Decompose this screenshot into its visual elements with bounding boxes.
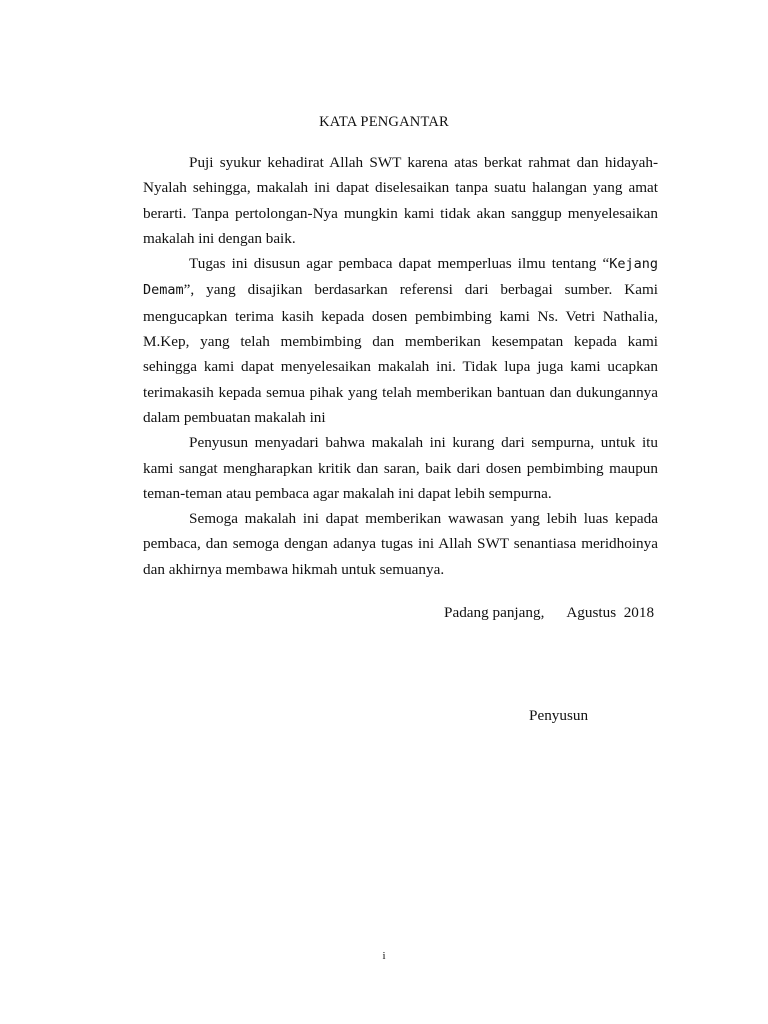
paragraph-2-end: ”, yang disajikan berdasarkan referensi dari berbagai sumber. Kami mengucapkan terima kasih kepada dosen pembimbing kami Ns. Vetri Nathalia, M.Kep, yang telah membimbing dan memberikan kesempatan kepada kami sehingga kami dapat menyelesaikan makalah ini. Tidak lupa juga kami ucapkan terimakasih kepada semua pihak yang telah memberikan bantuan dan dukungannya dalam pembuatan makalah ini	[143, 281, 658, 426]
paragraph-1: Puji syukur kehadirat Allah SWT karena atas berkat rahmat dan hidayah-Nyalah sehingga, makalah ini dapat diselesaikan tanpa suatu halangan yang amat berarti. Tanpa pertolongan-Nya mungkin kami tidak akan sanggup menyelesaikan makalah ini dengan baik.	[143, 154, 658, 247]
paragraph-3: Penyusun menyadari bahwa makalah ini kurang dari sempurna, untuk itu kami sangat mengharapkan kritik dan saran, baik dari dosen pembimbing maupun teman-teman atau pembaca agar makalah ini dapat lebih sempurna.	[143, 434, 658, 502]
document-body	[143, 150, 658, 582]
author-signature: Penyusun	[529, 707, 589, 724]
page-title: KATA PENGANTAR	[319, 113, 449, 130]
paragraph-4: Semoga makalah ini dapat memberikan wawasan yang lebih luas kepada pembaca, dan semoga dengan adanya tugas ini Allah SWT senantiasa meridhoinya dan akhirnya membawa hikmah untuk semuanya.	[143, 510, 658, 578]
paragraph-2-start: Tugas ini disusun agar pembaca dapat memperluas ilmu tentang “	[189, 255, 610, 273]
place-date: Padang panjang, Agustus 2018	[444, 604, 655, 621]
paragraph-2	[143, 251, 658, 430]
topic-title: Kejang Demam	[143, 256, 658, 299]
page-number: i	[382, 950, 386, 962]
